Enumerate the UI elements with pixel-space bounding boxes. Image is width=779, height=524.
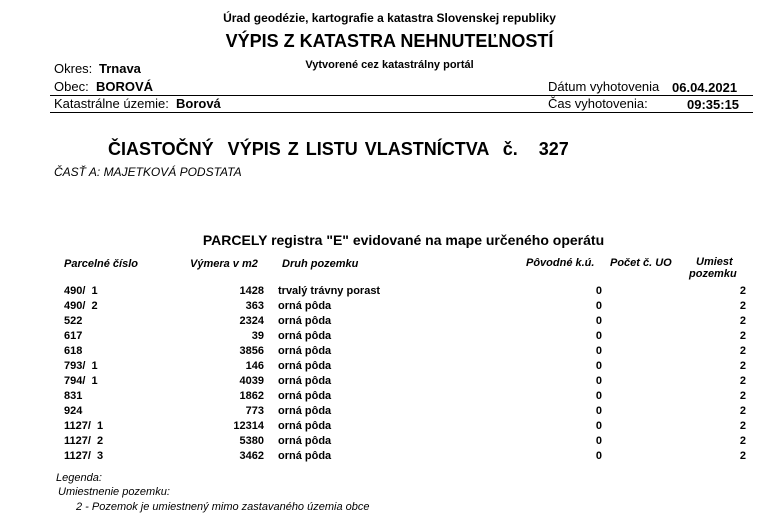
part-title-text: ČIASTOČNÝ VÝPIS Z LISTU VLASTNÍCTVA č. [108, 139, 518, 159]
parcel-original-cadastre: 0 [595, 300, 602, 312]
table-row [0, 331, 779, 346]
parcel-number: 617 [64, 330, 83, 342]
parcel-original-cadastre: 0 [595, 435, 602, 447]
table-row [0, 436, 779, 451]
parcel-kind: orná pôda [278, 405, 332, 417]
parcel-placement: 2 [739, 300, 746, 312]
parcel-original-cadastre: 0 [595, 390, 602, 402]
parcel-kind: orná pôda [278, 435, 332, 447]
part-subtitle: ČASŤ A: MAJETKOVÁ PODSTATA [54, 165, 242, 179]
uzemie-value: Borová [176, 96, 221, 111]
datum-label: Dátum vyhotovenia [548, 79, 660, 94]
parcel-original-cadastre: 0 [595, 315, 602, 327]
legend-heading: Legenda: [56, 472, 102, 484]
table-row [0, 406, 779, 421]
parcel-original-cadastre: 0 [595, 420, 602, 432]
parcel-number: 794/ 1 [64, 375, 98, 387]
col-header-original: Pôvodné k.ú. [526, 257, 595, 269]
parcel-placement: 2 [739, 315, 746, 327]
parcel-original-cadastre: 0 [595, 285, 602, 297]
table-row [0, 361, 779, 376]
parcel-kind: orná pôda [278, 420, 332, 432]
parcel-area: 363 [245, 300, 264, 312]
parcel-area: 39 [251, 330, 264, 342]
parcel-placement: 2 [739, 390, 746, 402]
parcel-kind: orná pôda [278, 450, 332, 462]
office-name: Úrad geodézie, kartografie a katastra Slovenskej republiky [223, 11, 556, 25]
legend-subheading: Umiestnenie pozemku: [58, 486, 170, 498]
parcel-original-cadastre: 0 [595, 330, 602, 342]
cas-label: Čas vyhotovenia: [548, 96, 648, 111]
parcel-area: 1428 [239, 285, 264, 297]
table-row [0, 301, 779, 316]
table-row [0, 451, 779, 466]
parcel-kind: orná pôda [278, 375, 332, 387]
table-row [0, 421, 779, 436]
parcel-number: 490/ 1 [64, 285, 98, 297]
parcel-number: 793/ 1 [64, 360, 98, 372]
parcel-area: 773 [245, 405, 264, 417]
parcel-kind: orná pôda [278, 345, 332, 357]
divider-line-bottom [50, 112, 753, 113]
col-header-placement-line1: Umiest [696, 256, 733, 268]
col-header-area: Výmera v m2 [190, 258, 258, 270]
part-title [108, 140, 569, 158]
parcel-table-title: PARCELY registra "E" evidované na mape určeného operátu [202, 232, 605, 248]
parcel-placement: 2 [739, 345, 746, 357]
col-header-kind: Druh pozemku [282, 258, 359, 270]
obec-label: Obec: [54, 79, 89, 94]
divider-line-top [50, 95, 753, 96]
parcel-kind: orná pôda [278, 300, 332, 312]
parcel-number: 831 [64, 390, 83, 402]
parcel-area: 2324 [239, 315, 264, 327]
table-row [0, 391, 779, 406]
parcel-area: 3856 [239, 345, 264, 357]
parcel-kind: orná pôda [278, 390, 332, 402]
table-row [0, 286, 779, 301]
parcel-number: 1127/ 3 [64, 450, 104, 462]
parcel-kind: orná pôda [278, 315, 332, 327]
parcel-area: 1862 [239, 390, 264, 402]
parcel-placement: 2 [739, 375, 746, 387]
parcel-number: 618 [64, 345, 83, 357]
parcel-kind: trvalý trávny porast [278, 285, 381, 297]
col-header-number: Parcelné číslo [64, 258, 138, 270]
okres-value: Trnava [99, 61, 141, 76]
legend-item: 2 - Pozemok je umiestnený mimo zastavaného územia obce [76, 501, 370, 513]
parcel-number: 522 [64, 315, 83, 327]
parcel-placement: 2 [739, 435, 746, 447]
parcel-original-cadastre: 0 [595, 345, 602, 357]
parcel-placement: 2 [739, 360, 746, 372]
parcel-placement: 2 [739, 450, 746, 462]
col-header-placement-line2: pozemku [689, 268, 737, 280]
parcel-number: 1127/ 1 [64, 420, 104, 432]
col-header-uo: Počet č. UO [610, 257, 672, 269]
parcel-area: 5380 [239, 435, 264, 447]
parcel-number: 924 [64, 405, 83, 417]
parcel-area: 12314 [233, 420, 264, 432]
parcel-placement: 2 [739, 330, 746, 342]
obec-value: BOROVÁ [96, 79, 154, 94]
parcel-number: 1127/ 2 [64, 435, 104, 447]
document-subtitle: Vytvorené cez katastrálny portál [305, 59, 474, 71]
table-row [0, 316, 779, 331]
parcel-kind: orná pôda [278, 330, 332, 342]
parcel-placement: 2 [739, 285, 746, 297]
parcel-placement: 2 [739, 405, 746, 417]
table-row [0, 376, 779, 391]
parcel-number: 490/ 2 [64, 300, 98, 312]
uzemie-label: Katastrálne územie: [54, 96, 169, 111]
parcel-placement: 2 [739, 420, 746, 432]
parcel-original-cadastre: 0 [595, 375, 602, 387]
parcel-original-cadastre: 0 [595, 360, 602, 372]
table-row [0, 346, 779, 361]
parcel-area: 146 [245, 360, 264, 372]
lv-number: 327 [538, 139, 569, 159]
parcel-original-cadastre: 0 [595, 450, 602, 462]
parcel-kind: orná pôda [278, 360, 332, 372]
document-title: VÝPIS Z KATASTRA NEHNUTEĽNOSTÍ [225, 31, 554, 51]
datum-value: 06.04.2021 [672, 80, 738, 95]
parcel-area: 3462 [239, 450, 264, 462]
okres-label: Okres: [54, 61, 93, 76]
parcel-area: 4039 [239, 375, 264, 387]
cas-value: 09:35:15 [687, 97, 740, 112]
parcel-original-cadastre: 0 [595, 405, 602, 417]
